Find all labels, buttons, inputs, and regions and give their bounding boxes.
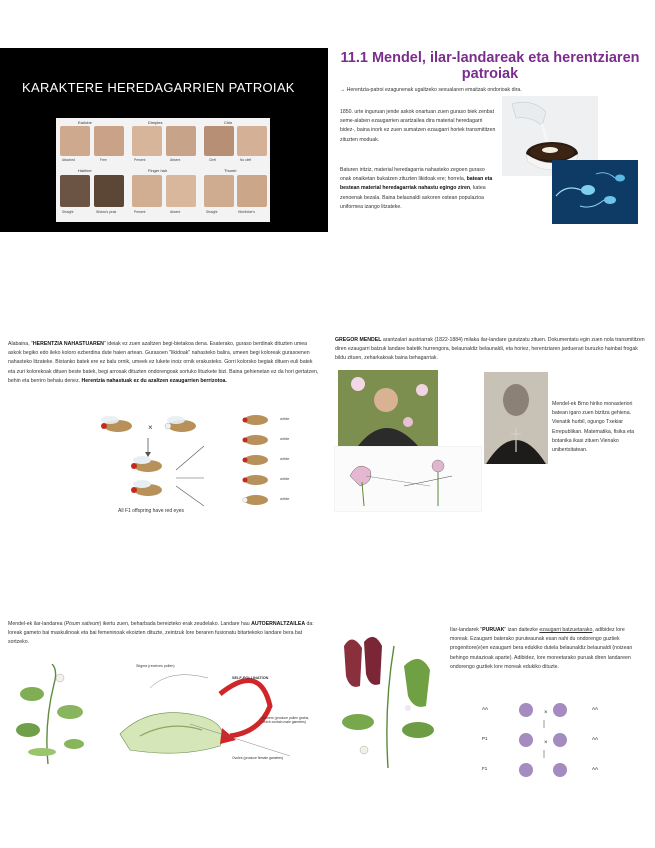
fly-label: white <box>280 436 290 441</box>
f1-fly <box>131 456 162 472</box>
blend-text-2: " ideiak ez zuen azaltzen begi-bietakoa dena. Esaterako, guraso berdinak dituzten umea askok begiko edo ileko koloro ezberdina dute haien artean. Gurasoen "likidoak" nahasteko balira, umeen begi koloreak gurasoenen nahasteko litzateke. Bistanko batek ere ez balu ornik, umeek ez lukete inoiz ornik erakusteko. Gorri kolorsko begiak dituen euli batek eta zuri kolorekoak dituen beste batek, begi arrosak dituzten ondorengoak sortuko lituzkete bizi. Baina gehienetan ez da hori gertatzen, behin eta berriro behatu denez. <box>8 341 319 384</box>
flower-label: Anthers (produce pollen grains, which contain male gametes) <box>262 716 310 724</box>
trait-label: Straight <box>62 210 74 214</box>
section-title-text: 11.1 Mendel, ilar-landareak eta herentziaren patroiak <box>340 50 640 82</box>
blend-text: Alabaina, " <box>8 341 33 347</box>
finger-hair-present-photo <box>132 175 162 207</box>
traits-figure <box>56 118 270 222</box>
parent-fly-white <box>165 416 196 432</box>
flower-cross-section-diagram <box>110 664 310 764</box>
trait-category: Earlobe <box>78 120 92 125</box>
dimples-absent-photo <box>166 126 196 156</box>
paragraph-2 <box>340 166 496 212</box>
pisum-text-3: da: loreak gameto bai maskulinoak eta bai femeninoak ekoizten dituzte, zeintzuk lore beraren fusionatu bitartekoko landare bera bat sortzeko. <box>8 621 314 646</box>
self-pollinating-term: AUTOERNALTZAILEA <box>251 621 306 627</box>
pea-pods-illustration <box>334 626 442 768</box>
trait-label: Free <box>100 158 107 162</box>
pure-text: Ilar-landarek " <box>450 627 483 633</box>
pure-underline: ezaugarri batzuetarako <box>539 627 593 633</box>
trait-label: Absent <box>170 158 181 162</box>
blend-conclusion: Herentzia nahastuak ez du azaltzen ezaugarrien berrizotoa. <box>81 377 227 384</box>
hairline-straight-photo <box>60 175 90 207</box>
mendel-name: GREGOR MENDEL <box>335 337 382 343</box>
fly-label: white <box>280 476 290 481</box>
mendel-portrait <box>484 372 548 464</box>
parent-fly-red <box>101 416 132 432</box>
finger-hair-absent-photo <box>166 175 196 207</box>
trait-label: Widow's peak <box>96 210 117 214</box>
thumb-hitchhiker-photo <box>237 175 267 207</box>
trait-category: Chin <box>224 120 233 125</box>
svg-text:×: × <box>148 423 153 432</box>
para2-text: Baturen iritziz, material heredagarria nahasteko zegoen guraso onak onaiketan bukatzen zituzten likidoak ere; horrela, <box>340 167 485 183</box>
section-title <box>340 50 640 82</box>
trait-category: Dimples <box>148 120 163 125</box>
trait-label: Absent <box>170 210 181 214</box>
trait-category: Hairline <box>78 168 92 173</box>
pisum-paragraph <box>8 620 320 648</box>
pea-pollination-drawing <box>334 446 482 512</box>
pure-line-cross-diagram <box>500 698 590 782</box>
sperm-cells-image <box>552 160 638 224</box>
fly-caption: All F1 offspring have red eyes <box>118 508 185 514</box>
flower-label: Stigma (receives pollen) <box>136 664 175 668</box>
cross-label: AA <box>482 706 489 711</box>
pure-term: PURUAK <box>482 627 505 633</box>
blending-paragraph <box>8 340 320 386</box>
cross-label: AA <box>592 736 599 741</box>
trait-label: Straight <box>206 210 218 214</box>
mendel-painting <box>338 370 438 446</box>
trait-label: Attached <box>62 158 76 162</box>
blend-bold: HERENTZIA NAHASTUAREN <box>32 341 104 347</box>
pure-text-3: , adibidez lore moreak. Ezaugarri baterako puruteaunak esan nahi du ondorengo guztiek progenitore(e)en ezaugarri bera edukiko dutela belaunaldiz belaunaldi (noizean behingo mutazioak aparte). Adibidez, lore moreetarako puruak diren landareen ondorengo guztiek lore moreak edukiko dituzte. <box>450 627 633 670</box>
f1-fly <box>131 480 162 496</box>
cross-label: F1 <box>482 766 488 771</box>
mendel-paragraph <box>335 336 647 364</box>
fly-label: white <box>280 456 290 461</box>
trait-label: Cleft <box>209 158 216 162</box>
flower-label: SELF-POLLINATION <box>232 676 269 680</box>
thumb-straight-photo <box>204 175 234 207</box>
pure-lines-paragraph <box>450 626 644 672</box>
pisum-text: Mendel-ek ilar-landarea ( <box>8 621 66 627</box>
chin-no-cleft-photo <box>237 126 267 156</box>
trait-label: Hitchhiker's <box>238 210 255 214</box>
fly-label: white <box>280 496 290 501</box>
paragraph-1: 1850. urte inguruan jende askok onartuan zuen guraso biek zenbat seme-alaben ezaugarrien arartzailea dira material heredagarri bidez-, baina inork ez zuen sumatzen ezaugarri horiek transmititzen zituzten moduak. <box>340 109 496 143</box>
trait-category: Finger hair <box>148 168 168 173</box>
slide-title-black: KARAKTERE HEREDAGARRIEN PATROIAK <box>22 80 295 95</box>
chin-cleft-photo <box>204 126 234 156</box>
pure-text-2: " izan daitezke <box>504 627 540 633</box>
cross-label: AA <box>592 706 599 711</box>
pisum-text-2: ) ikertu zuen, beharbada bereizteko erak zeudelako. Landare hau <box>99 621 252 627</box>
cross-label: AA <box>592 766 599 771</box>
pisum-species: Pisum sativum <box>65 621 100 627</box>
intro-line: → Herentzia-patroi ezagunenak ugaltzeko sexualaren emaitzak ondorioak dira. <box>340 87 522 93</box>
mendel-caption: Mendel-ek Brno hiriko monasteriori batean igaro zuen bizitza gehiena. Vienatik hurbil, ogungo Txekiar Errepublikan. Matematika, fisika eta botanika ikasi zituen Vienako unibertsitatean. <box>552 401 635 454</box>
fruit-fly-cross-diagram <box>96 410 316 520</box>
para2-bold: batean eta bestean material heredagarriak nahastu egingo ziren <box>340 176 493 192</box>
trait-label: Present <box>134 210 146 214</box>
svg-text:×: × <box>544 710 548 716</box>
f2-flies <box>243 415 269 505</box>
trait-label: Present <box>134 158 146 162</box>
cross-label: P1 <box>482 736 488 741</box>
mendel-text: arantzalari austriarrak (1822-1884) milaka ilar-landare gurutzatu zituen. Dokumentatu egin zuen nola transmititzen diren ezaugarri batzuk landare batetik hurrengora, belaunaldiz belaunaldi, eta horiez, herentziaren jarduerari buruzko hainbat frogak bildu zituen, zeharkakoak baina behagarriak. <box>335 337 645 362</box>
earlobe-free-photo <box>94 126 124 156</box>
svg-text:×: × <box>544 740 548 746</box>
trait-label: No cleft <box>240 158 252 162</box>
fly-label: white <box>280 416 290 421</box>
dimples-present-photo <box>132 126 162 156</box>
flower-label: Ovules (produce female gametes) <box>232 756 284 760</box>
earlobe-attached-photo <box>60 126 90 156</box>
para2-text-end: , katea zenoenak bezala. Baina belaunaldi askoren ostean populazioa uniformea izango litzateke. <box>340 185 486 210</box>
trait-category: Thumb <box>224 168 237 173</box>
pea-plant-illustration <box>8 664 94 764</box>
hairline-widows-peak-photo <box>94 175 124 207</box>
